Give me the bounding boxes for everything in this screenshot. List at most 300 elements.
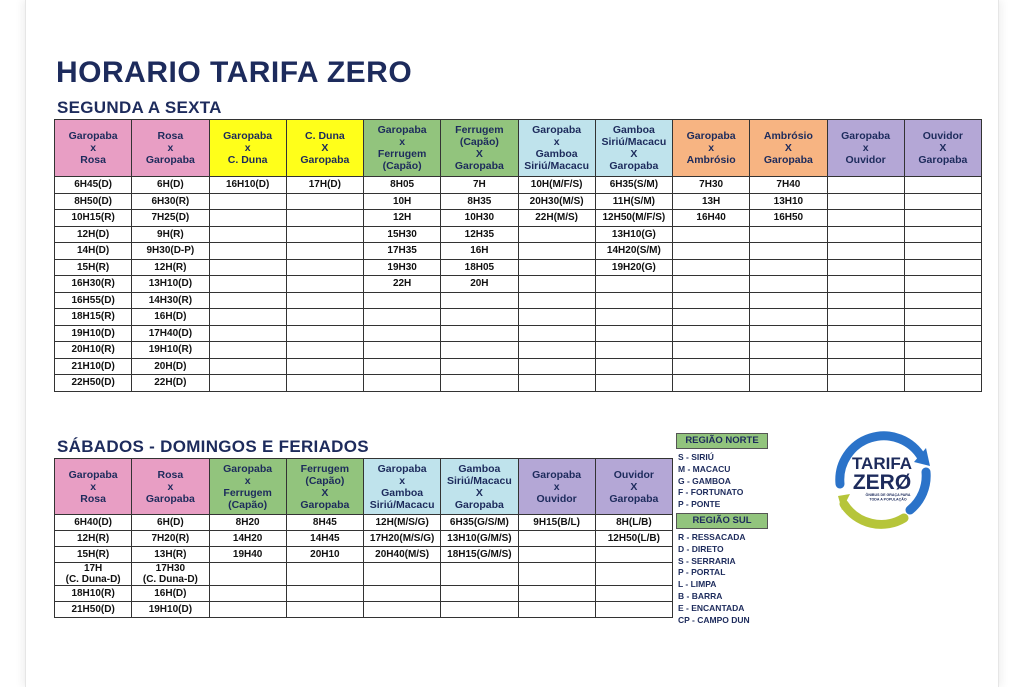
header-line: Ambrósio [763, 130, 813, 142]
schedule-cell: 16H40 [673, 210, 750, 227]
schedule-cell [209, 375, 286, 392]
table-row [55, 586, 673, 602]
header-line: x [244, 474, 251, 487]
schedule-cell: 10H30 [441, 210, 518, 227]
schedule-cell [595, 309, 672, 326]
header-line: x [167, 480, 174, 493]
legend-item: B - BARRA [678, 590, 723, 601]
schedule-cell [518, 226, 595, 243]
schedule-cell [209, 243, 286, 260]
schedule-cell: 14H(D) [55, 243, 132, 260]
legend-item: D - DIRETO [678, 543, 724, 554]
schedule-cell: 18H15(G/M/S) [441, 547, 518, 563]
header-line: Garopaba [841, 130, 891, 142]
schedule-cell [750, 226, 827, 243]
header-line: Ouvidor [922, 130, 963, 142]
header-line: Garopaba [145, 154, 195, 166]
header-line: (Capão) [382, 160, 422, 172]
schedule-cell [827, 342, 904, 359]
header-line: Rosa [157, 468, 184, 481]
schedule-cell [904, 177, 981, 194]
schedule-cell: 12H50(L/B) [595, 531, 672, 547]
table-row [55, 292, 982, 309]
schedule-cell: 21H50(D) [55, 602, 132, 618]
weekday-heading: SEGUNDA A SEXTA [57, 98, 222, 117]
legend-item: CP - CAMPO DUN [678, 614, 750, 625]
schedule-cell: 20H10(R) [55, 342, 132, 359]
weekday-column-header [364, 120, 441, 177]
header-line: Gamboa [381, 486, 424, 499]
schedule-cell [827, 259, 904, 276]
legend-item: P - PORTAL [678, 567, 726, 578]
header-line: Garopaba [223, 462, 273, 475]
schedule-cell [441, 342, 518, 359]
schedule-cell: 19H10(R) [132, 342, 209, 359]
schedule-cell: 6H(D) [132, 515, 209, 531]
schedule-cell [595, 602, 672, 618]
schedule-cell: 12H35 [441, 226, 518, 243]
schedule-cell [209, 210, 286, 227]
schedule-cell: 11H(S/M) [595, 193, 672, 210]
header-line: x [862, 142, 869, 154]
schedule-cell [518, 375, 595, 392]
schedule-cell: 19H40 [209, 547, 286, 563]
schedule-cell: 9H(R) [132, 226, 209, 243]
header-line: Rosa [80, 492, 106, 505]
schedule-cell: 16H [441, 243, 518, 260]
header-line: Garopaba [532, 124, 582, 136]
header-line: Garopaba [300, 498, 350, 511]
schedule-cell: 22H50(D) [55, 375, 132, 392]
legend-north-title: REGIÃO NORTE [676, 433, 768, 449]
logo-text-zero: ZERØ [852, 471, 912, 494]
schedule-cell [364, 602, 441, 618]
header-line: Garopaba [68, 468, 118, 481]
schedule-cell: 10H [364, 193, 441, 210]
header-line: (Capão) [228, 498, 268, 511]
schedule-cell [827, 375, 904, 392]
header-line: C. Duna [227, 154, 268, 166]
schedule-cell: 13H10 [750, 193, 827, 210]
schedule-cell [518, 563, 595, 586]
schedule-cell [286, 276, 363, 293]
header-line: Garopaba [609, 160, 659, 172]
header-line: Garopaba [454, 498, 504, 511]
logo-tagline-2: TODA A POPULAÇÃO [869, 497, 907, 502]
schedule-cell [364, 563, 441, 586]
header-line: Ouvidor [845, 154, 886, 166]
schedule-cell: 6H35(S/M) [595, 177, 672, 194]
schedule-cell: 12H(D) [55, 226, 132, 243]
schedule-cell: 12H(M/S/G) [364, 515, 441, 531]
header-line: Garopaba [918, 154, 968, 166]
schedule-cell: 13H10(G) [595, 226, 672, 243]
schedule-cell [518, 325, 595, 342]
schedule-cell [364, 586, 441, 602]
schedule-cell [209, 342, 286, 359]
schedule-cell [364, 375, 441, 392]
schedule-cell [750, 276, 827, 293]
weekend-column-header [518, 459, 595, 515]
schedule-cell [827, 177, 904, 194]
schedule-cell: 16H30(R) [55, 276, 132, 293]
header-line: x [90, 480, 97, 493]
schedule-cell [286, 602, 363, 618]
schedule-cell [904, 342, 981, 359]
header-line: Ferrugem [455, 124, 504, 136]
schedule-cell [904, 325, 981, 342]
schedule-cell: 16H55(D) [55, 292, 132, 309]
schedule-cell [364, 309, 441, 326]
schedule-cell [286, 193, 363, 210]
legend-item: P - PONTE [678, 499, 721, 510]
table-row [55, 515, 673, 531]
schedule-cell: 15H30 [364, 226, 441, 243]
schedule-cell [595, 586, 672, 602]
schedule-cell [750, 325, 827, 342]
schedule-cell: 22H(M/S) [518, 210, 595, 227]
weekday-column-header [595, 120, 672, 177]
schedule-cell [673, 243, 750, 260]
schedule-cell: 6H(D) [132, 177, 209, 194]
weekend-column-header [132, 459, 209, 515]
schedule-cell [518, 342, 595, 359]
header-line: Rosa [80, 154, 106, 166]
schedule-cell [904, 226, 981, 243]
schedule-cell [364, 342, 441, 359]
schedule-cell: 6H40(D) [55, 515, 132, 531]
table-row [55, 531, 673, 547]
schedule-cell [364, 358, 441, 375]
weekend-column-header [55, 459, 132, 515]
schedule-cell: 16H(D) [132, 309, 209, 326]
schedule-cell [827, 325, 904, 342]
schedule-cell: 14H20 [209, 531, 286, 547]
schedule-cell: 10H15(R) [55, 210, 132, 227]
legend-north-list [676, 449, 776, 513]
schedule-cell [518, 243, 595, 260]
schedule-cell [209, 309, 286, 326]
schedule-cell [904, 292, 981, 309]
header-line: Siriú/Macacu [446, 474, 512, 487]
schedule-cell [750, 309, 827, 326]
schedule-cell [518, 531, 595, 547]
schedule-cell: 13H10(G/M/S) [441, 531, 518, 547]
schedule-cell: 17H35 [364, 243, 441, 260]
schedule-cell [827, 210, 904, 227]
header-line: Gamboa [458, 462, 501, 475]
schedule-cell: 17H(D) [286, 177, 363, 194]
schedule-cell: 17H40(D) [132, 325, 209, 342]
table-row [55, 210, 982, 227]
header-line: X [784, 142, 792, 154]
schedule-cell: 9H15(B/L) [518, 515, 595, 531]
header-line: x [708, 142, 715, 154]
schedule-cell [750, 375, 827, 392]
schedule-cell [286, 292, 363, 309]
header-line: Ferrugem [300, 462, 350, 475]
schedule-cell: 19H10(D) [55, 325, 132, 342]
schedule-cell: 22H(D) [132, 375, 209, 392]
schedule-cell [595, 276, 672, 293]
schedule-cell [518, 547, 595, 563]
table-row [55, 325, 982, 342]
weekend-column-header [595, 459, 672, 515]
schedule-cell [286, 586, 363, 602]
weekend-column-header [364, 459, 441, 515]
tarifa-zero-logo [826, 422, 940, 532]
schedule-cell [904, 210, 981, 227]
schedule-cell [827, 226, 904, 243]
table-row [55, 259, 982, 276]
weekday-column-header [132, 120, 209, 177]
table-row [55, 375, 982, 392]
weekday-column-header [518, 120, 595, 177]
schedule-cell: 20H [441, 276, 518, 293]
header-line: Ferrugem [377, 148, 427, 160]
schedule-cell [827, 193, 904, 210]
header-line: C. Duna [305, 130, 345, 142]
schedule-cell [441, 325, 518, 342]
schedule-cell: 20H(D) [132, 358, 209, 375]
header-line: Garopaba [763, 154, 813, 166]
header-line: x [167, 142, 174, 154]
schedule-cell: 12H50(M/F/S) [595, 210, 672, 227]
legend-item: R - RESSACADA [678, 531, 746, 542]
schedule-cell: 13H [673, 193, 750, 210]
schedule-cell [364, 325, 441, 342]
header-line: Garopaba [686, 130, 736, 142]
header-line: Garopaba [223, 130, 273, 142]
schedule-cell [750, 342, 827, 359]
table-row [55, 226, 982, 243]
schedule-cell: 12H(R) [55, 531, 132, 547]
schedule-cell [286, 226, 363, 243]
schedule-cell [209, 276, 286, 293]
schedule-cell [595, 547, 672, 563]
schedule-cell [827, 243, 904, 260]
table-row [55, 358, 982, 375]
header-line: X [321, 142, 329, 154]
weekday-column-header [750, 120, 827, 177]
schedule-cell [209, 292, 286, 309]
schedule-cell [827, 358, 904, 375]
legend-item: G - GAMBOA [678, 475, 731, 486]
schedule-cell [441, 586, 518, 602]
schedule-cell [673, 358, 750, 375]
schedule-cell [518, 276, 595, 293]
schedule-cell [286, 358, 363, 375]
header-line: Garopaba [377, 462, 427, 475]
schedule-cell: 20H10 [286, 547, 363, 563]
legend-item: S - SERRARIA [678, 555, 736, 566]
weekend-column-header [441, 459, 518, 515]
header-line: Garopaba [68, 130, 118, 142]
schedule-cell: 7H20(R) [132, 531, 209, 547]
header-line: X [475, 486, 483, 499]
schedule-cell: 8H20 [209, 515, 286, 531]
schedule-cell: 8H35 [441, 193, 518, 210]
schedule-cell: 14H45 [286, 531, 363, 547]
schedule-cell: 8H50(D) [55, 193, 132, 210]
header-line: x [244, 142, 251, 154]
schedule-cell [286, 342, 363, 359]
schedule-cell: 10H(M/F/S) [518, 177, 595, 194]
schedule-cell [441, 602, 518, 618]
table-row [55, 276, 982, 293]
schedule-cell: 14H30(R) [132, 292, 209, 309]
schedule-cell [595, 563, 672, 586]
schedule-cell [441, 309, 518, 326]
weekday-column-header [904, 120, 981, 177]
schedule-cell [209, 602, 286, 618]
header-line: Siriú/Macacu [369, 498, 435, 511]
schedule-cell [518, 292, 595, 309]
schedule-cell [286, 563, 363, 586]
schedule-cell [209, 193, 286, 210]
schedule-cell: 18H05 [441, 259, 518, 276]
schedule-cell [750, 292, 827, 309]
schedule-cell [209, 226, 286, 243]
schedule-cell: 17H30 (C. Duna-D) [132, 563, 209, 586]
schedule-cell [595, 358, 672, 375]
schedule-cell: 19H10(D) [132, 602, 209, 618]
schedule-cell [518, 586, 595, 602]
logo-ring-green [844, 504, 904, 524]
schedule-cell [286, 243, 363, 260]
schedule-cell [209, 586, 286, 602]
header-line: X [630, 148, 638, 160]
schedule-cell: 9H30(D-P) [132, 243, 209, 260]
schedule-cell: 8H(L/B) [595, 515, 672, 531]
schedule-cell [673, 259, 750, 276]
header-line: Garopaba [377, 124, 427, 136]
schedule-cell: 8H45 [286, 515, 363, 531]
table-row [55, 547, 673, 563]
schedule-cell: 7H [441, 177, 518, 194]
schedule-cell [209, 358, 286, 375]
schedule-cell [673, 309, 750, 326]
schedule-cell: 22H [364, 276, 441, 293]
schedule-cell: 6H45(D) [55, 177, 132, 194]
schedule-cell [673, 342, 750, 359]
schedule-cell [441, 375, 518, 392]
schedule-cell: 13H(R) [132, 547, 209, 563]
schedule-cell: 7H40 [750, 177, 827, 194]
schedule-cell [673, 325, 750, 342]
schedule-cell [209, 325, 286, 342]
weekday-header-row [55, 120, 982, 177]
logo-tagline-1: ÔNIBUS DE GRAÇA PARA [865, 493, 911, 497]
header-line: X [475, 148, 483, 160]
legend-item: F - FORTUNATO [678, 487, 744, 498]
header-line: Gamboa [612, 124, 655, 136]
schedule-cell [595, 325, 672, 342]
page-title: HORARIO TARIFA ZERO [56, 56, 413, 89]
weekday-column-header [55, 120, 132, 177]
header-line: Ouvidor [613, 468, 654, 481]
schedule-cell [518, 358, 595, 375]
schedule-cell [827, 309, 904, 326]
schedule-cell: 20H40(M/S) [364, 547, 441, 563]
header-line: Rosa [157, 130, 184, 142]
legend-south-list [676, 529, 776, 626]
schedule-cell: 17H (C. Duna-D) [55, 563, 132, 586]
header-line: x [553, 480, 560, 493]
schedule-cell: 17H20(M/S/G) [364, 531, 441, 547]
schedule-cell [286, 325, 363, 342]
schedule-cell [518, 259, 595, 276]
schedule-cell [595, 342, 672, 359]
schedule-cell: 14H20(S/M) [595, 243, 672, 260]
schedule-cell [441, 563, 518, 586]
header-line: X [630, 480, 638, 493]
schedule-cell: 12H [364, 210, 441, 227]
schedule-cell: 8H05 [364, 177, 441, 194]
legend-item: L - LIMPA [678, 579, 717, 590]
schedule-cell: 18H15(R) [55, 309, 132, 326]
schedule-cell: 15H(R) [55, 259, 132, 276]
table-row [55, 309, 982, 326]
schedule-cell [286, 259, 363, 276]
header-line: (Capão) [459, 136, 499, 148]
schedule-cell [286, 210, 363, 227]
schedule-cell: 19H30 [364, 259, 441, 276]
schedule-cell [518, 309, 595, 326]
schedule-cell: 15H(R) [55, 547, 132, 563]
header-line: Garopaba [454, 160, 504, 172]
header-line: Garopaba [532, 468, 582, 481]
schedule-cell [750, 259, 827, 276]
schedule-cell [441, 292, 518, 309]
schedule-cell [595, 375, 672, 392]
schedule-cell: 16H10(D) [209, 177, 286, 194]
legend-item: S - SIRIÚ [678, 452, 714, 462]
header-line: Siriú/Macacu [524, 160, 590, 172]
schedule-cell [673, 276, 750, 293]
header-line: Garopaba [609, 492, 659, 505]
schedule-cell [904, 309, 981, 326]
legend [676, 433, 776, 626]
legend-south-title: REGIÃO SUL [676, 513, 768, 529]
schedule-cell: 12H(R) [132, 259, 209, 276]
schedule-cell [518, 602, 595, 618]
schedule-cell: 21H10(D) [55, 358, 132, 375]
header-line: (Capão) [305, 474, 345, 487]
table-row [55, 602, 673, 618]
schedule-cell [441, 358, 518, 375]
table-row [55, 177, 982, 194]
header-line: Ouvidor [536, 492, 577, 505]
weekend-column-header [209, 459, 286, 515]
legend-item: M - MACACU [678, 463, 731, 474]
logo-text-tarifa: TARIFA [851, 454, 913, 473]
schedule-cell: 20H30(M/S) [518, 193, 595, 210]
table-row [55, 342, 982, 359]
schedule-cell [286, 375, 363, 392]
header-line: Garopaba [145, 492, 195, 505]
schedule-cell [673, 375, 750, 392]
table-row [55, 243, 982, 260]
schedule-cell [904, 276, 981, 293]
weekday-column-header [209, 120, 286, 177]
weekend-heading: SÁBADOS - DOMINGOS E FERIADOS [57, 437, 369, 456]
schedule-cell [673, 292, 750, 309]
schedule-cell: 7H25(D) [132, 210, 209, 227]
schedule-cell [209, 259, 286, 276]
weekday-schedule-table [54, 119, 982, 392]
weekend-column-header [286, 459, 363, 515]
